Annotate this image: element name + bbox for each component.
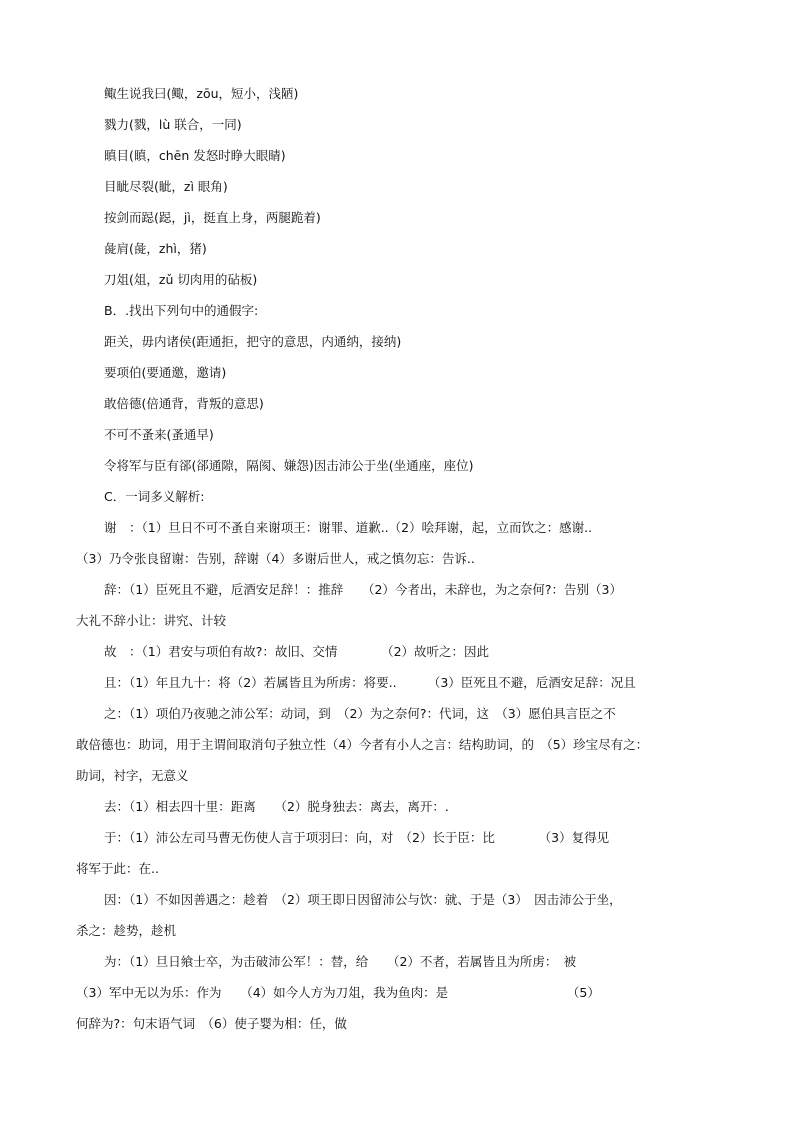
- note-zou: 鲰生说我曰(鲰，zōu，短小，浅陋): [104, 86, 299, 101]
- polysemy-wei-3: 何辞为?：句末语气词 （6）使子婴为相：任，做: [76, 1016, 347, 1031]
- polysemy-ci-1: 辞：（1）臣死且不避，卮酒安足辞！：推辞 （2）今者出，未辞也，为之奈何?：告别（3）: [104, 582, 622, 597]
- polysemy-gu: 故 ：（1）君安与项伯有故?：故旧、交情 （2）故听之：因此: [104, 644, 490, 659]
- polysemy-xie-2: （3）乃令张良留谢：告别，辞谢（4）多谢后世人，戒之慎勿忘：告诉..: [76, 551, 475, 566]
- polysemy-yu-2: 将军于此：在..: [76, 861, 159, 876]
- polysemy-wei-1: 为：（1）旦日飨士卒，为击破沛公军！：替，给 （2）不者，若属皆且为所虏： 被: [104, 954, 577, 969]
- note-zu: 刀俎(俎，zǔ 切肉用的砧板): [104, 272, 258, 287]
- note-chen: 瞋目(瞋，chēn 发怒时睁大眼睛): [104, 148, 286, 163]
- polysemy-yin-2: 杀之：趁势，趁机: [76, 923, 177, 938]
- tongjia-xi: 令将军与臣有郤(郤通隙，隔阂、嫌怨)因击沛公于坐(坐通座，座位): [104, 458, 474, 473]
- polysemy-yin-1: 因：（1）不如因善遇之：趁着 （2）项王即日因留沛公与饮：就、于是（3） 因击沛公于坐，: [104, 892, 622, 907]
- polysemy-zhi-3: 助词，衬字，无意义: [76, 768, 189, 783]
- note-ji: 按剑而跽(跽，jì，挺直上身，两腿跪着): [104, 210, 321, 225]
- note-zi: 目眦尽裂(眦，zì 眼角): [104, 179, 228, 194]
- tongjia-zao: 不可不蚤来(蚤通早): [104, 427, 214, 442]
- tongjia-yao: 要项伯(要通邀，邀请): [104, 365, 227, 380]
- polysemy-qie: 且：（1）年且九十：将（2）若属皆且为所虏：将要.. （3）臣死且不避，卮酒安足辞：况且: [104, 675, 636, 690]
- polysemy-ci-2: 大礼不辞小让：讲究、计较: [76, 613, 227, 628]
- polysemy-zhi-1: 之：（1）项伯乃夜驰之沛公军：动词，到 （2）为之奈何?：代词，这 （3）愿伯具言臣之不: [104, 706, 616, 721]
- tongjia-ju: 距关，毋内诸侯(距通拒，把守的意思，内通纳，接纳): [104, 334, 402, 349]
- polysemy-yu-1: 于：（1）沛公左司马曹无伤使人言于项羽曰：向，对 （2）长于臣：比 （3）复得见: [104, 830, 610, 845]
- note-zhi: 彘肩(彘，zhì，猪): [104, 241, 207, 256]
- polysemy-xie-1: 谢 ：（1）旦日不可不蚤自来谢项王：谢罪、道歉..（2）哙拜谢，起，立而饮之：感谢..: [104, 520, 593, 535]
- section-c-heading: C．一词多义解析:: [104, 489, 205, 504]
- polysemy-qu: 去：（1）相去四十里：距离 （2）脱身独去：离去，离开：.: [104, 799, 449, 814]
- polysemy-wei-2: （3）军中无以为乐：作为 （4）如今人方为刀俎，我为鱼肉：是 （5）: [76, 985, 600, 1000]
- section-b-heading: B．.找出下列句中的通假字:: [104, 303, 259, 318]
- polysemy-zhi-2: 敢倍德也：助词，用于主谓间取消句子独立性（4）今者有小人之言：结构助词，的 （5）珍宝尽有之：: [76, 737, 649, 752]
- note-lu: 戮力(戮，lù 联合，一同): [104, 117, 242, 132]
- tongjia-bei: 敢倍德(倍通背，背叛的意思): [104, 396, 264, 411]
